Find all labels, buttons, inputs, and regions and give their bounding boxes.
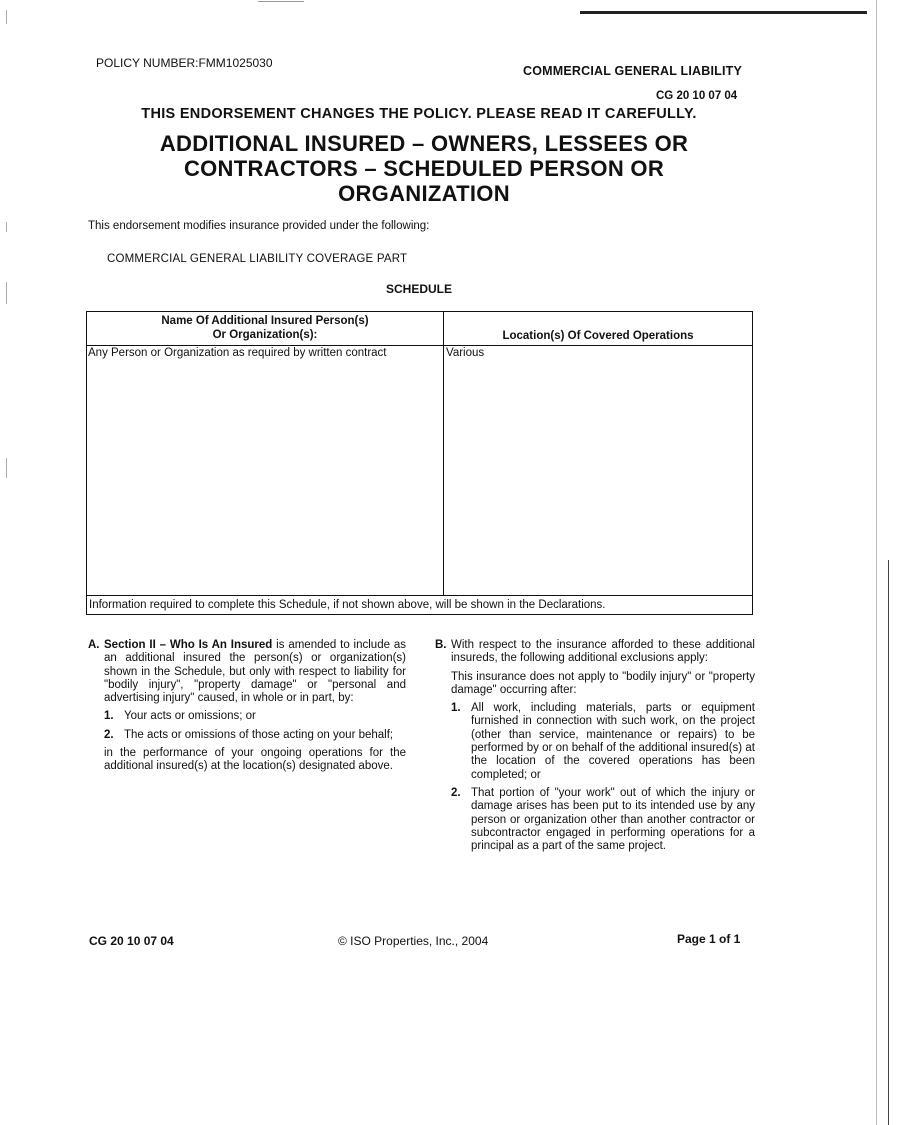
section-b-text: With respect to the insurance afforded to these additional insureds, the following additional exclusions apply: bbox=[451, 639, 755, 665]
item-text: All work, including materials, parts or equipment furnished in connection with such work, on the project (other than service, maintenance or repairs) to be performed by or on behalf of the additional insured(s) at the location of the covered operations has been completed; or bbox=[471, 702, 755, 781]
scan-artifact-line bbox=[580, 11, 867, 14]
footer-copyright: © ISO Properties, Inc., 2004 bbox=[338, 934, 489, 948]
scan-edge bbox=[888, 560, 889, 1125]
section-a-items bbox=[88, 710, 406, 773]
section-b-sub: This insurance does not apply to "bodily injury" or "property damage" occurring after: bbox=[451, 670, 755, 696]
section-letter: B. bbox=[435, 639, 447, 651]
section-b bbox=[435, 639, 755, 858]
scan-artifact-dash bbox=[6, 10, 7, 24]
page-number: Page 1 of 1 bbox=[677, 932, 741, 946]
title-line: CONTRACTORS – SCHEDULED PERSON OR bbox=[183, 156, 665, 181]
item-text: The acts or omissions of those acting on your behalf; bbox=[124, 728, 394, 741]
section-a-closing: in the performance of your ongoing operations for the additional insured(s) at the location(s) designated above. bbox=[104, 747, 406, 773]
list-item bbox=[104, 710, 406, 723]
policy-number: POLICY NUMBER:FMM1025030 bbox=[96, 56, 273, 70]
schedule-col2-header: Location(s) Of Covered Operations bbox=[502, 330, 694, 342]
schedule-footnote: Information required to complete this Schedule, if not shown above, will be shown in the Declarations. bbox=[89, 599, 606, 611]
scan-artifact-line bbox=[258, 1, 304, 2]
schedule-title: SCHEDULE bbox=[386, 282, 453, 296]
document-title bbox=[94, 131, 754, 206]
section-b-intro bbox=[435, 639, 755, 666]
section-a bbox=[88, 639, 406, 779]
title-line: ORGANIZATION bbox=[338, 181, 510, 206]
location-value: Various bbox=[446, 347, 485, 359]
title-line: ADDITIONAL INSURED – OWNERS, LESSEES OR bbox=[159, 131, 689, 156]
item-number: 1. bbox=[451, 702, 461, 715]
scan-artifact-dash bbox=[6, 282, 7, 304]
endorsement-warning: THIS ENDORSEMENT CHANGES THE POLICY. PLEASE READ IT CAREFULLY. bbox=[141, 106, 697, 122]
footer-form-code: CG 20 10 07 04 bbox=[89, 934, 174, 948]
table-divider bbox=[86, 345, 753, 346]
item-number: 2. bbox=[104, 728, 114, 741]
table-divider bbox=[443, 311, 444, 596]
list-item bbox=[451, 702, 755, 782]
schedule-col1-header bbox=[88, 314, 442, 342]
intro-text: This endorsement modifies insurance provided under the following: bbox=[88, 220, 430, 232]
list-item bbox=[451, 787, 755, 853]
item-text: Your acts or omissions; or bbox=[124, 710, 256, 723]
section-a-intro bbox=[88, 639, 406, 705]
additional-insured-value: Any Person or Organization as required by written contract bbox=[88, 347, 387, 359]
list-item bbox=[104, 729, 406, 742]
line-of-business: COMMERCIAL GENERAL LIABILITY bbox=[523, 64, 743, 78]
section-a-lead: Section II – Who Is An Insured bbox=[104, 639, 273, 651]
scan-edge bbox=[876, 0, 877, 1125]
item-number: 1. bbox=[104, 710, 114, 723]
form-code: CG 20 10 07 04 bbox=[656, 90, 738, 102]
coverage-part: COMMERCIAL GENERAL LIABILITY COVERAGE PART bbox=[107, 253, 408, 265]
scan-artifact-dash bbox=[6, 222, 7, 232]
header-line: Or Organization(s): bbox=[212, 329, 318, 341]
header-line: Name Of Additional Insured Person(s) bbox=[161, 315, 369, 327]
item-text: That portion of "your work" out of which the injury or damage arises has been put to its intended use by any person or organization other than another contractor or subcontractor engaged in performing operations for a principal as a part of the same project. bbox=[471, 786, 755, 853]
scan-artifact-dash bbox=[6, 458, 7, 478]
table-divider bbox=[86, 595, 753, 596]
section-b-items bbox=[435, 671, 755, 854]
section-letter: A. bbox=[88, 639, 100, 651]
section-a-text: is amended to include as an additional insured the person(s) or organization(s) shown in the Schedule, but only with respect to liability for "bodily injury", "property damage" or "personal and advertising injury" caused, in whole or in part, by: bbox=[104, 639, 406, 705]
section-a-body bbox=[104, 639, 406, 705]
item-number: 2. bbox=[451, 786, 461, 799]
